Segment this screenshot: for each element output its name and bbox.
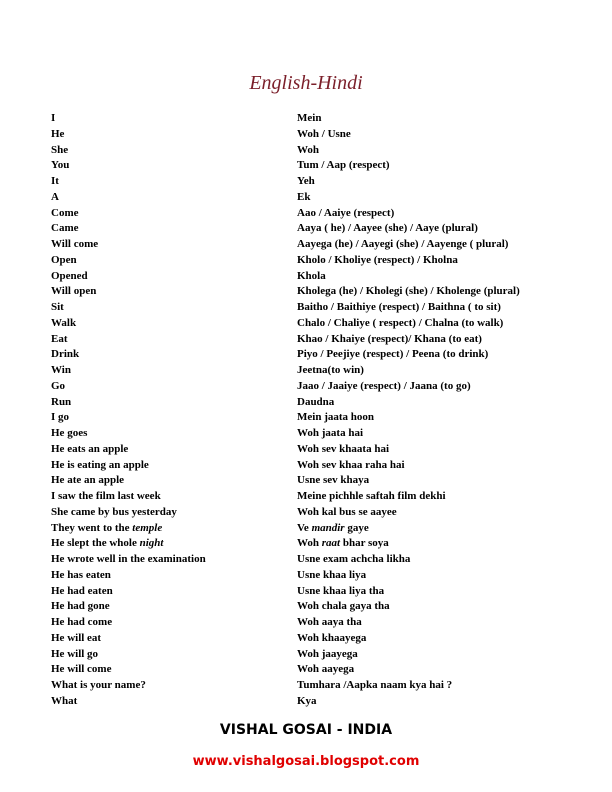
table-row <box>51 364 571 380</box>
table-row <box>51 474 571 490</box>
english-term: He will go <box>51 647 99 660</box>
english-term: Sit <box>51 301 64 313</box>
english-term: A <box>51 190 59 203</box>
english-term: Opened <box>51 269 88 282</box>
english-term: Eat <box>51 332 68 345</box>
hindi-translation <box>297 522 571 535</box>
hindi-translation: Tumhara /Aapka naam kya hai ? <box>297 679 453 691</box>
table-row <box>51 506 571 522</box>
english-term: He will come <box>51 663 112 676</box>
hindi-translation: Woh <box>297 143 320 156</box>
table-row <box>51 537 571 553</box>
english-term: He goes <box>51 427 88 439</box>
table-row <box>51 285 571 301</box>
table-row <box>51 663 571 679</box>
hindi-translation: Yeh <box>297 175 315 187</box>
hindi-translation: Mein <box>297 112 322 124</box>
table-row <box>51 128 571 144</box>
hindi-translation: Kya <box>297 694 317 707</box>
table-row <box>51 569 571 585</box>
hindi-translation: Tum / Aap (respect) <box>297 159 390 172</box>
table-row <box>51 254 571 270</box>
english-term: He <box>51 127 65 140</box>
table-row <box>51 553 571 569</box>
table-row <box>51 679 571 695</box>
hindi-translation: Aao / Aaiye (respect) <box>297 206 395 219</box>
table-row <box>51 600 571 616</box>
english-term: Win <box>51 364 71 376</box>
table-row <box>51 380 571 396</box>
english-term: She <box>51 143 69 156</box>
table-row <box>51 427 571 443</box>
hindi-translation: Usne khaa liya <box>297 568 367 581</box>
english-term: What <box>51 694 78 707</box>
english-text: He slept the whole <box>51 537 140 550</box>
table-row <box>51 144 571 160</box>
hindi-translation: Meine pichhle saftah film dekhi <box>297 490 446 502</box>
hindi-translation: Usne sev khaya <box>297 474 370 487</box>
vocabulary-table <box>51 112 571 711</box>
table-row <box>51 585 571 601</box>
hindi-translation: Khola <box>297 269 326 282</box>
english-term: Will open <box>51 285 97 298</box>
hindi-translation: Woh sev khaata hai <box>297 442 389 455</box>
table-row <box>51 522 571 538</box>
english-term: Drink <box>51 348 80 361</box>
table-row <box>51 175 571 191</box>
hindi-translation: Woh jaata hai <box>297 427 364 439</box>
english-term: You <box>51 159 70 172</box>
table-row <box>51 396 571 412</box>
footer-author: VISHAL GOSAI - INDIA <box>219 722 393 738</box>
hindi-translation: Aayega (he) / Aayegi (she) / Aayenge ( plural) <box>297 238 509 250</box>
hindi-translation: Woh aayega <box>297 663 355 676</box>
english-term: He had gone <box>51 600 110 613</box>
hindi-translation: Aaya ( he) / Aayee (she) / Aaye (plural) <box>297 222 478 235</box>
english-term: Will come <box>51 238 99 250</box>
hindi-translation: Ek <box>297 190 311 203</box>
table-row <box>51 459 571 475</box>
table-row <box>51 112 571 128</box>
english-term <box>51 522 297 535</box>
table-row <box>51 159 571 175</box>
hindi-translation: Mein jaata hoon <box>297 411 374 424</box>
hindi-translation: Piyo / Peejiye (respect) / Peena (to drink) <box>297 348 489 361</box>
table-row <box>51 238 571 254</box>
table-row <box>51 348 571 364</box>
table-row <box>51 222 571 238</box>
hindi-emphasis: raat <box>321 537 341 550</box>
hindi-translation: Khao / Khaiye (respect)/ Khana (to eat) <box>297 332 482 345</box>
hindi-translation: Kholo / Kholiye (respect) / Kholna <box>297 253 458 266</box>
english-term: He ate an apple <box>51 474 125 487</box>
hindi-translation: Chalo / Chaliye ( respect) / Chalna (to walk) <box>297 316 504 329</box>
english-term: What is your name? <box>51 679 146 691</box>
english-term: It <box>51 175 59 187</box>
table-row <box>51 207 571 223</box>
table-row <box>51 411 571 427</box>
hindi-translation: Woh jaayega <box>297 647 358 660</box>
hindi-text: bhar soya <box>340 537 389 550</box>
hindi-translation: Woh sev khaa raha hai <box>297 458 405 471</box>
hindi-translation: Woh / Usne <box>297 127 351 140</box>
hindi-translation: Woh kal bus se aayee <box>297 505 397 518</box>
english-text: They went to the <box>51 521 133 534</box>
hindi-translation: Woh khaayega <box>297 631 367 644</box>
hindi-translation: Jeetna(to win) <box>297 364 364 376</box>
hindi-translation: Usne khaa liya tha <box>297 584 385 597</box>
english-term: She came by bus yesterday <box>51 505 177 518</box>
english-emphasis: night <box>139 537 164 550</box>
english-emphasis: temple <box>132 521 163 534</box>
english-term: Came <box>51 222 79 235</box>
hindi-translation: Jaao / Jaaiye (respect) / Jaana (to go) <box>297 379 471 392</box>
english-term: He will eat <box>51 631 102 644</box>
footer-link[interactable]: www.vishalgosai.blogspot.com <box>192 754 420 769</box>
hindi-translation: Kholega (he) / Kholegi (she) / Kholenge (plural) <box>297 285 520 298</box>
english-term <box>51 537 297 550</box>
table-row <box>51 490 571 506</box>
hindi-emphasis: mandir <box>311 521 345 534</box>
english-term: I <box>51 112 56 124</box>
table-row <box>51 616 571 632</box>
hindi-text: Woh <box>297 537 322 550</box>
table-row <box>51 317 571 333</box>
hindi-text: gaye <box>344 521 369 534</box>
table-row <box>51 648 571 664</box>
table-row <box>51 191 571 207</box>
table-row <box>51 695 571 711</box>
hindi-translation: Daudna <box>297 395 335 408</box>
hindi-translation: Baitho / Baithiye (respect) / Baithna ( to sit) <box>297 301 501 313</box>
table-row <box>51 333 571 349</box>
english-term: Come <box>51 206 79 219</box>
hindi-text: Ve <box>297 521 312 534</box>
hindi-translation: Usne exam achcha likha <box>297 553 411 565</box>
hindi-translation: Woh chala gaya tha <box>297 600 390 613</box>
english-term: He had eaten <box>51 584 113 597</box>
english-term: Open <box>51 253 77 266</box>
hindi-translation <box>297 537 571 550</box>
english-term: Run <box>51 395 72 408</box>
english-term: He eats an apple <box>51 442 129 455</box>
english-term: Go <box>51 379 66 392</box>
english-term: I go <box>51 411 70 424</box>
table-row <box>51 443 571 459</box>
table-row <box>51 632 571 648</box>
english-term: I saw the film last week <box>51 490 161 502</box>
table-row <box>51 270 571 286</box>
english-term: He has eaten <box>51 568 111 581</box>
hindi-translation: Woh aaya tha <box>297 616 362 628</box>
english-term: Walk <box>51 316 77 329</box>
english-term: He had come <box>51 616 113 628</box>
english-term: He is eating an apple <box>51 458 149 471</box>
english-term: He wrote well in the examination <box>51 553 206 565</box>
page-title: English-Hindi <box>249 72 363 94</box>
table-row <box>51 301 571 317</box>
